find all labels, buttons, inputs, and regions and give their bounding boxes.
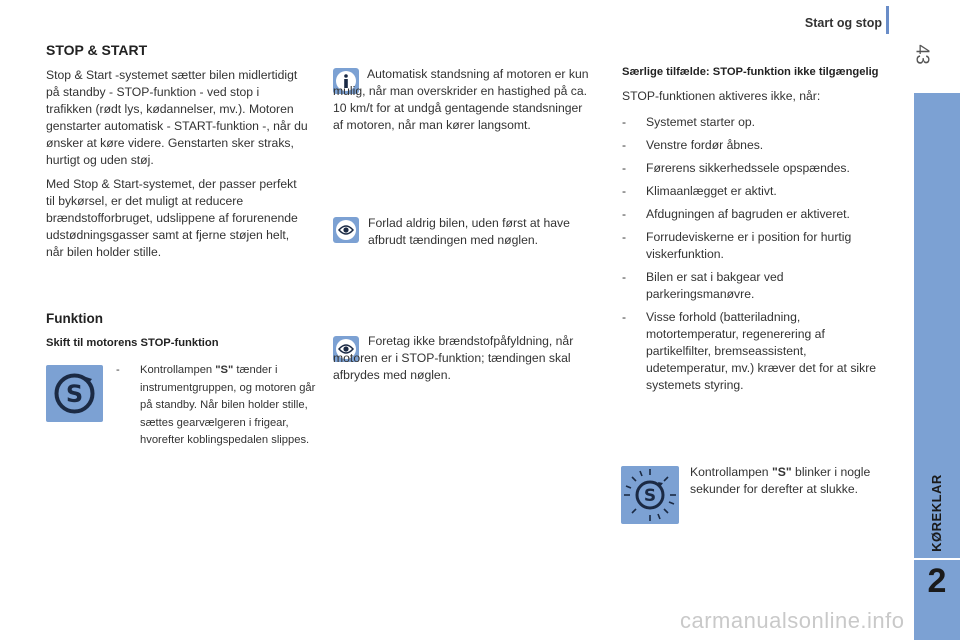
list-item: - Klimaanlægget er aktivt. [622,183,884,200]
function-section [46,310,308,350]
right-column [622,66,884,400]
list-item: - Bilen er sat i bakgear ved parkeringsmanøvre. [622,269,884,303]
lamp-letter: S [643,486,657,506]
watermark: carmanualsonline.info [680,608,905,633]
list-item: - Afdugningen af bagruden er aktiveret. [622,206,884,223]
list-item: - Systemet starter op. [622,114,884,131]
sidebar-divider [914,558,960,560]
chapter-label: KØREKLAR [929,474,944,552]
conditions-list [622,114,884,394]
warning-eye-icon [333,217,359,243]
intro-paragraph: Stop & Start -systemet sætter bilen midlertidigt på standby - STOP-funktion - ved stop i trafikken (rødt lys, kødannelser, mv.). Motoren genstarter automatisk - START-funktion -, når du ønsker at køre videre. Genstarten sker straks, hurtigt og uden støj. [46,68,308,167]
header-title: Start og stop [804,16,882,30]
benefit-paragraph: Med Stop & Start-systemet, der passer perfekt til bykørsel, er det muligt at reducere brændstofforbruget, udslippene af forurenende udstødningsgasser samt at fjerne støjen helt, når bilen holder stille. [46,177,298,259]
page-number: 43 [912,44,933,65]
info-text: Automatisk standsning af motoren er kun mulig, når man overskrider en hastighed på ca. 10 km/t for at undgå gentagende standsninger af motoren, når man kører langsomt. [333,67,589,132]
list-item: - Visse forhold (batteriladning, motortemperatur, regenerering af partikelfilter, bremseassistent, udetemperatur, mv.) kræver det for at sikre systemets styring. [622,309,884,394]
special-case-intro: STOP-funktionen aktiveres ikke, når: [622,89,821,103]
blinking-lamp-description: Kontrollampen "S" blinker i nogle sekunder for derefter at slukke. [690,465,871,496]
stop-subheading: Skift til motorens STOP-funktion [46,337,219,349]
warning-refuel-note: Foretag ikke brændstofpåfyldning, når motoren er i STOP-funktion; tændingen skal afbrydes med nøglen. [333,334,574,382]
stop-start-lamp-icon [46,365,103,422]
warning-ignition-note: Forlad aldrig bilen, uden først at have afbrudt tændingen med nøglen. [368,216,570,247]
list-item: - Venstre fordør åbnes. [622,137,884,154]
section-heading: STOP & START [46,42,148,58]
blinking-stop-start-lamp-icon [621,466,679,524]
lamp-description: - Kontrollampen "S" tænder i instrumentgruppen, og motoren går på standby. Når bilen holder stille, sættes gearvælgeren i frigear, hvorefter koblingspedalen slippes. [116,364,316,446]
left-column [46,42,308,268]
list-item: - Forrudeviskerne er i position for hurtig viskerfunktion. [622,229,884,263]
list-item: - Førerens sikkerhedssele opspændes. [622,160,884,177]
function-heading: Funktion [46,311,103,326]
special-case-heading: Særlige tilfælde: STOP-funktion ikke tilgængelig [622,66,879,78]
chapter-number: 2 [927,562,947,600]
lamp-letter: S [65,380,84,408]
info-note [333,66,595,134]
header-divider [886,6,889,34]
